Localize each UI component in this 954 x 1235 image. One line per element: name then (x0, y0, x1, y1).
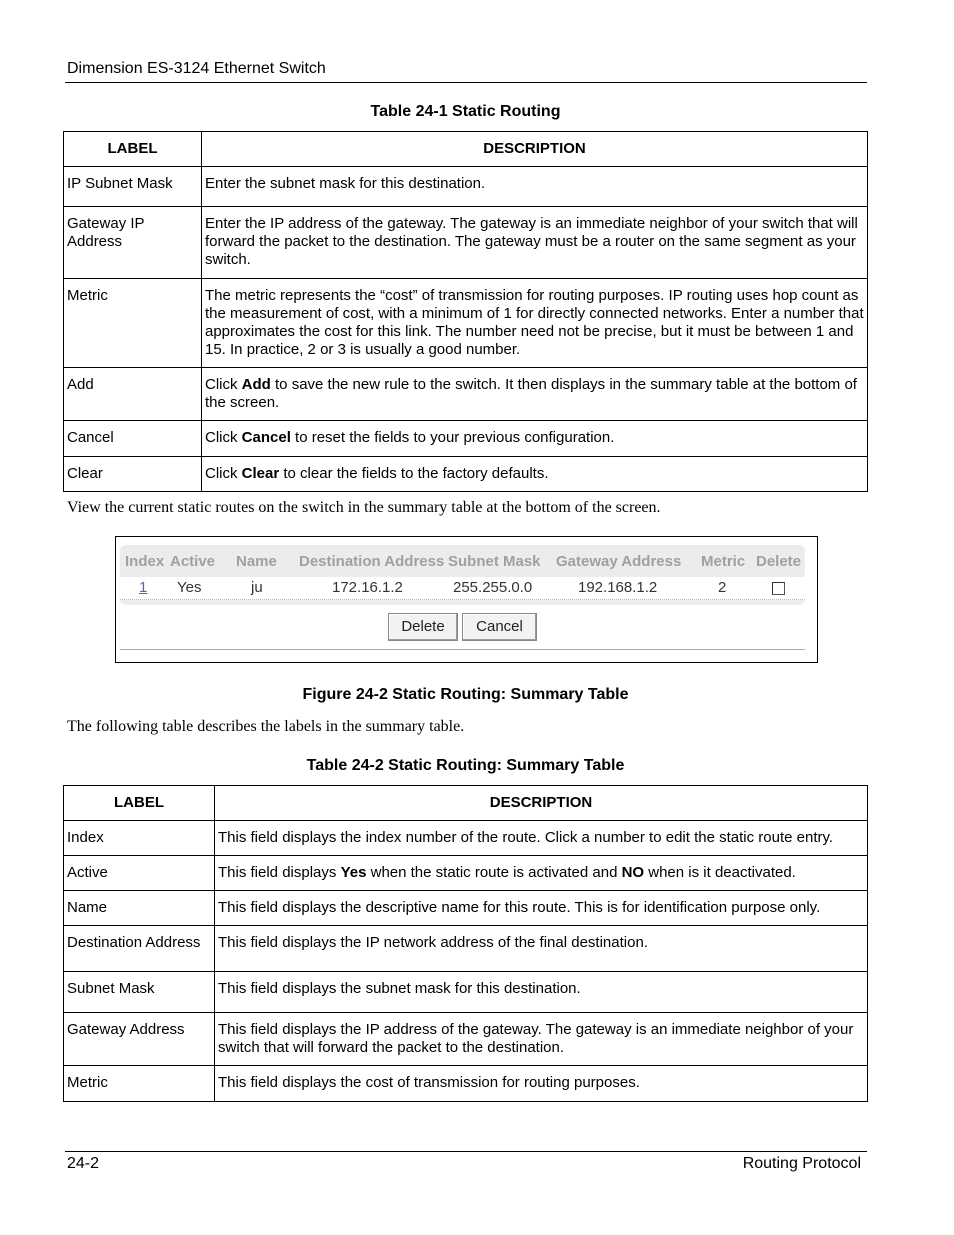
col-name: Name (236, 553, 277, 570)
description-text: This field displays the IP network address of the final destination. (218, 934, 648, 951)
bold-term: Add (241, 376, 271, 393)
table-row (64, 1013, 868, 1066)
row-description (202, 457, 868, 492)
description-text: Enter the IP address of the gateway. The gateway is an immediate neighbor of your switch that will forward the packet to the destination. The gateway must be a router on the same segment as your switch. (205, 215, 858, 268)
page-number: 24-2 (67, 1155, 100, 1172)
bold-term: Yes (340, 864, 367, 881)
row-label: Index (64, 821, 215, 856)
row-label: Metric (64, 1066, 215, 1102)
bold-term: NO (621, 864, 645, 881)
description-text: to clear the fields to the factory defaults. (279, 465, 549, 482)
bottom-divider (120, 649, 805, 650)
row-description (215, 891, 868, 926)
row-description (215, 926, 868, 972)
row-description (215, 1066, 868, 1102)
row-description (202, 167, 868, 207)
description-text: This field displays the cost of transmission for routing purposes. (218, 1074, 640, 1091)
row-description (215, 972, 868, 1013)
route-name: ju (251, 579, 263, 596)
table-row (64, 421, 868, 457)
bold-term: Clear (241, 465, 280, 482)
table-row (64, 457, 868, 492)
row-label: Gateway IP Address (64, 207, 202, 279)
table2-title: Table 24-2 Static Routing: Summary Table (306, 757, 625, 774)
table2-header-label: LABEL (64, 786, 215, 821)
table-row (64, 368, 868, 421)
row-label: Cancel (64, 421, 202, 457)
description-text: The metric represents the “cost” of transmission for routing purposes. IP routing uses hop count as the measurement of cost, with a minimum of 1 for directly connected networks. Enter a number that approximates the cost for this link. The number need not be precise, but it must be between 1 and 15. In practice, 2 or 3 is usually a good number. (205, 287, 864, 358)
table-row (64, 207, 868, 279)
section-name: Routing Protocol (742, 1155, 861, 1172)
row-description (215, 1013, 868, 1066)
row-label: Gateway Address (64, 1013, 215, 1066)
table1-title: Table 24-1 Static Routing (370, 103, 561, 120)
description-text: Click (205, 429, 242, 446)
table1-header-description: DESCRIPTION (202, 132, 868, 167)
document-title: Dimension ES-3124 Ethernet Switch (67, 60, 326, 77)
description-text: Click (205, 465, 242, 482)
table-row (64, 1066, 868, 1102)
summary-table-screenshot (115, 536, 818, 663)
summary-description-table (63, 785, 868, 1102)
row-label: Name (64, 891, 215, 926)
table-row (64, 279, 868, 368)
description-text: when the static route is activated and (366, 864, 622, 881)
follow-paragraph: The following table describes the labels in the summary table. (67, 718, 465, 735)
header-divider (65, 82, 867, 83)
row-label: Add (64, 368, 202, 421)
description-text: This field displays the descriptive name for this route. This is for identification purpose only. (218, 899, 821, 916)
static-routing-table (63, 131, 868, 492)
route-gateway: 192.168.1.2 (578, 579, 658, 596)
table-row (64, 926, 868, 972)
route-index-link[interactable]: 1 (139, 579, 148, 596)
col-index: Index (125, 553, 165, 570)
col-destination: Destination Address (299, 553, 445, 570)
description-text: Enter the subnet mask for this destination. (205, 175, 486, 192)
col-delete: Delete (756, 553, 802, 570)
description-text: This field displays the subnet mask for this destination. (218, 980, 581, 997)
row-description (202, 421, 868, 457)
route-subnet: 255.255.0.0 (453, 579, 533, 596)
table-row (64, 856, 868, 891)
description-text: to reset the fields to your previous configuration. (290, 429, 615, 446)
description-text: Click (205, 376, 242, 393)
row-label: Metric (64, 279, 202, 368)
route-active: Yes (177, 579, 202, 596)
bold-term: Cancel (241, 429, 291, 446)
row-description (215, 821, 868, 856)
table-row (64, 167, 868, 207)
description-text: This field displays (218, 864, 341, 881)
row-description (202, 368, 868, 421)
delete-button[interactable]: Delete (388, 613, 458, 641)
row-label: Active (64, 856, 215, 891)
table-row (64, 891, 868, 926)
col-active: Active (170, 553, 216, 570)
col-gateway: Gateway Address (556, 553, 682, 570)
description-text: to save the new rule to the switch. It then displays in the summary table at the bottom of the screen. (205, 376, 857, 411)
table2-header-description: DESCRIPTION (215, 786, 868, 821)
description-text: when is it deactivated. (644, 864, 796, 881)
description-text: This field displays the index number of the route. Click a number to edit the static route entry. (218, 829, 834, 846)
delete-checkbox[interactable] (772, 582, 785, 595)
row-label: Subnet Mask (64, 972, 215, 1013)
table-row (120, 577, 805, 600)
description-text: This field displays the IP address of the gateway. The gateway is an immediate neighbor of your switch that will forward the packet to the destination. (218, 1021, 854, 1056)
figure-caption: Figure 24-2 Static Routing: Summary Table (302, 686, 629, 703)
intro-paragraph: View the current static routes on the switch in the summary table at the bottom of the screen. (67, 499, 661, 516)
col-subnet: Subnet Mask (448, 553, 541, 570)
route-destination: 172.16.1.2 (332, 579, 403, 596)
row-description (215, 856, 868, 891)
row-label: IP Subnet Mask (64, 167, 202, 207)
table-row (64, 821, 868, 856)
table1-header-label: LABEL (64, 132, 202, 167)
table-row (64, 972, 868, 1013)
footer-divider (65, 1151, 867, 1152)
col-metric: Metric (701, 553, 746, 570)
route-metric: 2 (718, 579, 727, 596)
cancel-button[interactable]: Cancel (462, 613, 537, 641)
row-label: Destination Address (64, 926, 215, 972)
row-label: Clear (64, 457, 202, 492)
row-description (202, 207, 868, 279)
row-description (202, 279, 868, 368)
